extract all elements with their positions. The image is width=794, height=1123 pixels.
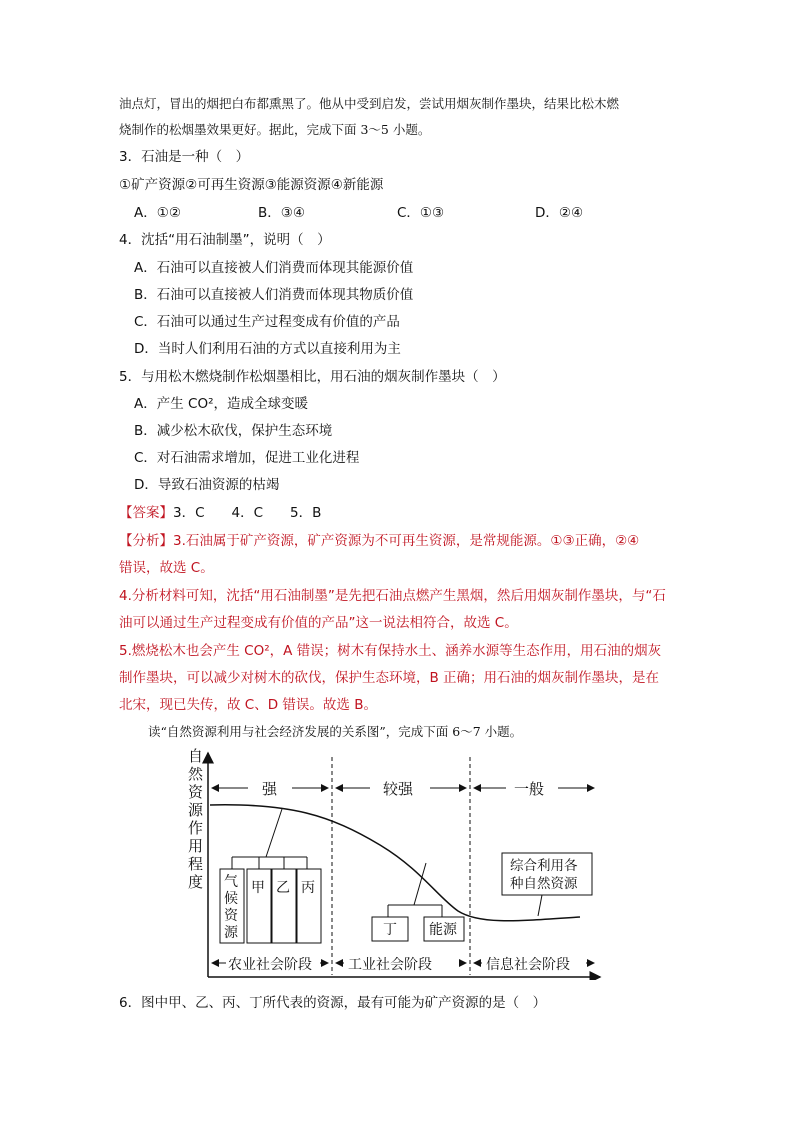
q4-option-b: B．石油可以直接被人们消费而体现其物质价值 [134, 287, 414, 303]
q3-option-d: D．②④ [535, 205, 584, 221]
box-climate-char: 资 [224, 908, 238, 924]
q4-option-a: A．石油可以直接被人们消费而体现其能源价值 [134, 260, 414, 276]
q5-option-b: B．减少松木砍伐，保护生态环境 [134, 423, 333, 439]
q3-stem: 3．石油是一种（ ） [119, 149, 250, 165]
analysis-3-line-1 [119, 531, 639, 551]
box-climate-char: 源 [224, 925, 238, 941]
y-axis-char: 用 [188, 837, 204, 855]
analysis-5-line-2: 制作墨块，可以减少对树木的砍伐，保护生态环境，B 正确；用石油的烟灰制作墨块，是在 [119, 670, 660, 686]
box-climate-char: 气 [224, 874, 238, 890]
q6-stem: 6．图中甲、乙、丙、丁所代表的资源，最有可能为矿产资源的是（ ） [119, 995, 547, 1011]
y-axis-char: 作 [188, 819, 204, 837]
box-energy-label: 能源 [429, 922, 457, 938]
q4-stem: 4．沈括“用石油制墨”，说明（ ） [119, 232, 331, 248]
y-axis-label [188, 747, 204, 891]
q4-option-d: D．当时人们利用石油的方式以直接利用为主 [134, 341, 401, 357]
answer-tag: 【答案】 [119, 505, 173, 521]
analysis-3-line-2: 错误，故选 C。 [119, 560, 214, 576]
y-axis-char: 度 [188, 873, 204, 891]
y-axis-char: 源 [188, 801, 204, 819]
q3-statements: ①矿产资源②可再生资源③能源资源④新能源 [119, 177, 384, 193]
q5-option-d: D．导致石油资源的枯竭 [134, 477, 280, 493]
answer-text: 3．C 4．C 5．B [173, 505, 322, 521]
level-medium: 较强 [383, 780, 414, 798]
agri-connector [232, 809, 307, 869]
level-strong: 强 [262, 780, 278, 798]
y-axis-char: 自 [188, 747, 204, 765]
stage-agricultural: 农业社会阶段 [228, 957, 312, 973]
q5-option-a: A．产生 CO²，造成全球变暖 [134, 396, 308, 412]
q3-option-c: C．①③ [397, 205, 445, 221]
box-climate-char: 候 [224, 891, 238, 907]
box-bing-label: 丙 [301, 880, 315, 896]
analysis-3-text: 3.石油属于矿产资源，矿产资源为不可再生资源，是常规能源。①③正确，②④ [173, 533, 640, 549]
box-yi-label: 乙 [276, 880, 290, 896]
box-ding-label: 丁 [383, 922, 397, 938]
box-comprehensive-line-2: 种自然资源 [510, 876, 578, 892]
analysis-4-line-1: 4.分析材料可知，沈括“用石油制墨”是先把石油点燃产生黑烟，然后用烟灰制作墨块，与“石 [119, 588, 666, 604]
analysis-5-line-3: 北宋，现已失传，故 C、D 错误。故选 B。 [119, 697, 377, 713]
q3-option-b: B．③④ [258, 205, 305, 221]
intro2-line: 读“自然资源利用与社会经济发展的关系图”，完成下面 6～7 小题。 [148, 724, 523, 739]
y-axis-char: 然 [188, 765, 204, 783]
analysis-tag: 【分析】 [119, 533, 173, 549]
intro-line-2: 烧制作的松烟墨效果更好。据此，完成下面 3～5 小题。 [119, 122, 431, 137]
resource-development-diagram [180, 745, 610, 980]
stage-information: 信息社会阶段 [486, 957, 570, 973]
intro-line-1: 油点灯，冒出的烟把白布都熏黑了。他从中受到启发，尝试用烟灰制作墨块，结果比松木燃 [119, 96, 620, 111]
analysis-4-line-2: 油可以通过生产过程变成有价值的产品”这一说法相符合，故选 C。 [119, 615, 518, 631]
q3-option-a: A．①② [134, 205, 181, 221]
stage-industrial: 工业社会阶段 [348, 957, 432, 973]
box-jia-label: 甲 [251, 880, 265, 896]
level-general: 一般 [514, 780, 545, 798]
q5-stem: 5．与用松木燃烧制作松烟墨相比，用石油的烟灰制作墨块（ ） [119, 369, 506, 385]
answer-line [119, 503, 321, 523]
analysis-5-line-1: 5.燃烧松木也会产生 CO²，A 错误；树木有保持水土、涵养水源等生态作用，用石油的烟灰 [119, 643, 662, 659]
info-connector [538, 895, 542, 916]
q4-option-c: C．石油可以通过生产过程变成有价值的产品 [134, 314, 400, 330]
q5-option-c: C．对石油需求增加，促进工业化进程 [134, 450, 360, 466]
y-axis-char: 程 [188, 855, 204, 873]
box-comprehensive-line-1: 综合利用各 [510, 858, 578, 874]
y-axis-char: 资 [188, 783, 204, 801]
